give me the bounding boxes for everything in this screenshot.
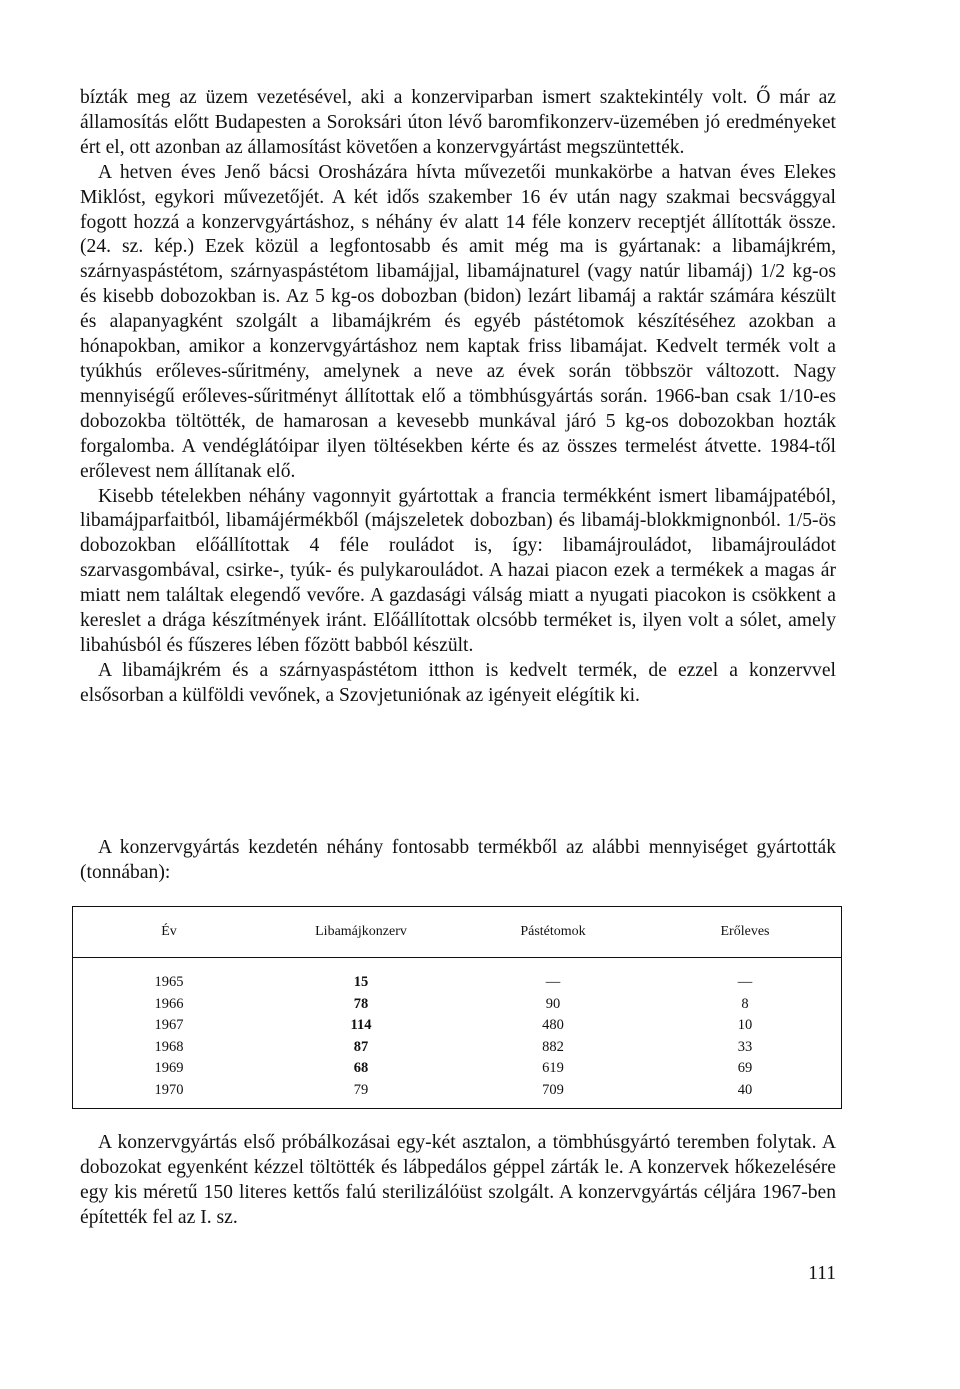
cell-goose-liver: 78 (353, 995, 369, 1012)
cell-broth: 69 (737, 1060, 753, 1076)
cell-year: 1970 (154, 1081, 184, 1098)
cell-year: 1968 (154, 1038, 184, 1055)
table-body (73, 958, 841, 1101)
table-row (73, 994, 841, 1016)
header-pate: Pástétomok (520, 924, 586, 939)
table-header (73, 907, 841, 958)
cell-year: 1965 (154, 974, 184, 990)
paragraph-3: Kisebb tételekben néhány vagonnyit gyártottak a francia termékként ismert libamájpatéból, libamájparfaitból, libamájérmékből (májszeletek dobozban) és libamáj-blokkmignonból. 1/5-ös dobozokban előállítottak 4 féle rouládot is, így: libamájrouládot, libamájrouládot szarvasgombával, csirke-, tyúk- és pulykarouládot. A hazai piacon ezek a termékek a magas ár miatt nem találtak elegendő vevőre. A gazdasági válság miatt a nyugati piacokon is csökkent a kereslet a drága készítmények iránt. Előállítottak olcsóbb terméket is, ilyen volt a sólet, amely libahúsból és fűszeres lében főzött babból készült. (80, 485, 836, 656)
cell-year: 1969 (154, 1060, 184, 1076)
table-row (73, 1037, 841, 1059)
cell-pate: 480 (542, 1017, 564, 1033)
cell-pate: 882 (542, 1038, 564, 1055)
table-row (73, 1080, 841, 1102)
cell-pate: — (545, 974, 561, 990)
cell-year: 1966 (154, 995, 184, 1012)
cell-broth: — (737, 974, 753, 990)
header-goose-liver: Libamájkonzerv (315, 924, 407, 939)
paragraph-1: bízták meg az üzem vezetésével, aki a konzerviparban ismert szaktekintély volt. Ő már az államosítás előtt Budapesten a Soroksári úton lévő baromfikonzerv-üzemében jó eredményeket ért el, ott azonban az államosítást követően a konzervgyártást megszüntették. (80, 87, 836, 158)
cell-pate: 709 (542, 1081, 564, 1098)
cell-goose-liver: 15 (353, 974, 369, 990)
table-intro: A konzervgyártás kezdetén néhány fontosabb termékből az alábbi mennyiséget gyártották (tonnában): (80, 837, 836, 883)
table-row (73, 1058, 841, 1080)
cell-broth: 8 (741, 995, 749, 1012)
page-number: 111 (808, 1263, 836, 1284)
table-row (73, 972, 841, 994)
cell-goose-liver: 68 (353, 1060, 369, 1076)
production-table (72, 906, 842, 1109)
cell-pate: 90 (545, 995, 561, 1012)
table-row (73, 1015, 841, 1037)
paragraph-2: A hetven éves Jenő bácsi Orosházára hívta művezetői munkakörbe a hatvan éves Elekes Miklóst, egykori művezetőjét. A két idős szakember 16 év után nagy szakmai becsvággyal fogott hozzá a konzervgyártáshoz, s néhány év alatt 14 féle konzerv receptjét állították össze. (24. sz. kép.) Ezek közül a legfontosabb és amit még ma is gyártanak: a libamájkrém, szárnyaspástétom, szárnyaspástétom libamájjal, libamájnaturel (vagy natúr libamáj) 1/2 kg-os és kisebb dobozokban is. Az 5 kg-os dobozban (bidon) lezárt libamáj a raktár számára készült és alapanyagként szolgált a libamájkrém és egyéb pástétomok készítéséhez azokban a hónapokban, amikor a konzervgyártáshoz nem kaptak friss libamájat. Kedvelt termék volt a tyúkhús erőleves-sűritmény, amelynek a neve az évek során többször változott. Nagy mennyiségű erőleves-sűritményt állítottak elő a tömbhúsgyártás során. 1966-ban csak 1/10-es dobozokba töltötték, de hamarosan a kevesebb munkával járó 5 kg-os dobozokban hozták forgalomba. A vendéglátóipar ilyen töltésekben kérte és az összes termelést átvette. 1984-től erőlevest nem állítanak elő. (80, 161, 836, 482)
cell-broth: 40 (737, 1081, 753, 1098)
closing-paragraph: A konzervgyártás első próbálkozásai egy-két asztalon, a tömbhúsgyártó teremben folytak. A dobozokat egyenként kézzel töltötték és lábpedálos géppel zárták le. A konzervek hőkezelésére egy kis méretű 150 literes kettős falú sterilizálóüst szolgált. A konzervgyártás céljára 1967-ben építették fel az I. sz. (80, 1132, 836, 1228)
header-broth: Erőleves (720, 924, 770, 939)
cell-pate: 619 (542, 1060, 564, 1076)
cell-broth: 10 (737, 1017, 753, 1033)
cell-broth: 33 (737, 1038, 753, 1055)
paragraph-4: A libamájkrém és a szárnyaspástétom itthon is kedvelt termék, de ezzel a konzervvel elsősorban a külföldi vevőnek, a Szovjetuniónak az igényeit elégítik ki. (80, 659, 836, 706)
cell-goose-liver: 79 (353, 1081, 369, 1098)
cell-goose-liver: 87 (353, 1038, 369, 1055)
header-year: Év (161, 924, 177, 939)
cell-year: 1967 (154, 1017, 184, 1033)
cell-goose-liver: 114 (350, 1017, 372, 1033)
body-text (80, 86, 836, 709)
